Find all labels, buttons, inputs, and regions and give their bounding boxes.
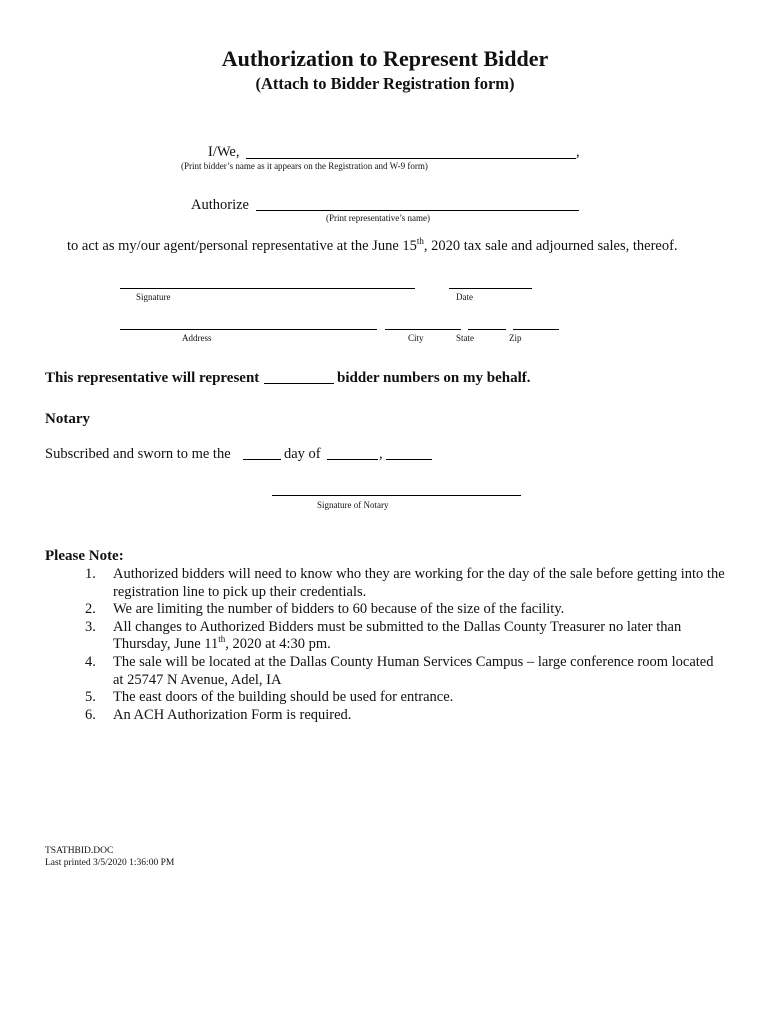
- notes-list: [85, 566, 725, 724]
- bidder-hint: (Print bidder’s name as it appears on the Registration and W-9 form): [181, 161, 428, 171]
- sworn-text-b: day of: [284, 446, 321, 462]
- address-label: Address: [182, 333, 212, 343]
- signature-label: Signature: [136, 292, 171, 302]
- represent-text-before: This representative will represent: [45, 370, 260, 386]
- date-field[interactable]: [449, 288, 532, 289]
- sworn-year-field[interactable]: [386, 459, 432, 460]
- sworn-day-field[interactable]: [243, 459, 281, 460]
- sworn-text-c: ,: [379, 446, 383, 462]
- bidder-label: I/We,: [208, 144, 240, 160]
- notary-signature-field[interactable]: [272, 495, 521, 496]
- page-subtitle: (Attach to Bidder Registration form): [255, 74, 515, 93]
- list-item: 6. An ACH Authorization Form is required.: [85, 706, 352, 723]
- zip-field[interactable]: [513, 329, 559, 330]
- signature-field[interactable]: [120, 288, 415, 289]
- notary-heading: Notary: [45, 411, 90, 427]
- agent-statement: to act as my/our agent/personal representative at the June 15th, 2020 tax sale and adjourned sales, thereof.: [67, 236, 678, 254]
- footer-printed: Last printed 3/5/2020 1:36:00 PM: [45, 858, 175, 868]
- list-item: 3. All changes to Authorized Bidders must be submitted to the Dallas County Treasurer no later than Thursday, June 11th, 2020 at 4:30 pm.: [85, 618, 682, 653]
- list-item: 4. The sale will be located at the Dallas County Human Services Campus – large conference room located at 25747 N Avenue, Adel, IA: [85, 653, 714, 688]
- city-field[interactable]: [385, 329, 461, 330]
- address-field[interactable]: [120, 329, 377, 330]
- list-item: 5. The east doors of the building should be used for entrance.: [85, 689, 454, 706]
- notary-signature-label: Signature of Notary: [317, 500, 389, 510]
- zip-label: Zip: [509, 333, 522, 343]
- list-item: 1. Authorized bidders will need to know who they are working for the day of the sale before getting into the registration line to pick up their credentials.: [85, 566, 725, 600]
- authorize-label: Authorize: [191, 197, 249, 213]
- notes-heading: Please Note:: [45, 548, 124, 564]
- city-label: City: [408, 333, 424, 343]
- authorize-hint: (Print representative’s name): [326, 213, 430, 223]
- bidder-name-field[interactable]: [246, 158, 576, 159]
- bidder-comma: ,: [576, 144, 580, 160]
- state-field[interactable]: [468, 329, 506, 330]
- sworn-month-field[interactable]: [327, 459, 378, 460]
- bidder-numbers-field[interactable]: [264, 383, 334, 384]
- represent-text-after: bidder numbers on my behalf.: [337, 370, 531, 386]
- list-item: 2. We are limiting the number of bidders to 60 because of the size of the facility.: [85, 601, 565, 618]
- representative-name-field[interactable]: [256, 210, 579, 211]
- date-label: Date: [456, 292, 473, 302]
- footer-filename: TSATHBID.DOC: [45, 846, 114, 856]
- sworn-text-a: Subscribed and sworn to me the: [45, 446, 231, 462]
- page-title: Authorization to Represent Bidder: [221, 46, 549, 71]
- state-label: State: [456, 333, 474, 343]
